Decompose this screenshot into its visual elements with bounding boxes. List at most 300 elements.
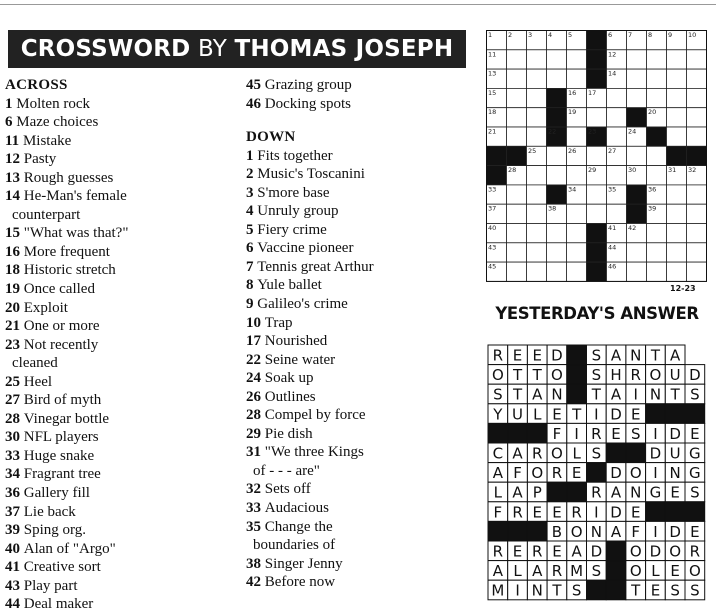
grid-cell[interactable] [547, 146, 567, 165]
answer-letter: O [570, 522, 583, 541]
grid-block [667, 146, 687, 165]
grid-cell[interactable] [507, 88, 527, 107]
clue-item [5, 465, 237, 484]
grid-cell[interactable] [627, 262, 647, 281]
clue-text: Change the [264, 518, 333, 535]
answer-letter: T [591, 385, 601, 404]
clue-number: 28 [246, 407, 265, 424]
answer-letter: E [611, 424, 621, 443]
answer-letter: E [552, 542, 562, 561]
grid-block [547, 88, 567, 107]
answer-block [665, 502, 685, 522]
clue-text: Seine water [264, 351, 336, 368]
clue-number: 46 [246, 95, 265, 112]
clue-item [246, 165, 476, 184]
answer-block [508, 423, 528, 443]
clue-item [246, 202, 476, 221]
answer-block [527, 423, 547, 443]
grid-cell[interactable] [607, 108, 627, 127]
grid-cell[interactable] [567, 127, 587, 146]
cell-number: 7 [628, 31, 633, 39]
answer-letter: A [670, 346, 681, 365]
clue-item [246, 295, 476, 314]
grid-cell[interactable] [687, 204, 707, 223]
grid-cell[interactable] [587, 108, 607, 127]
clue-item [5, 577, 237, 596]
grid-cell[interactable] [647, 243, 667, 262]
clue-number: 39 [5, 522, 24, 539]
clue-number: 21 [5, 318, 24, 335]
cell-number: 24 [628, 127, 637, 136]
clue-text: Deal maker [23, 596, 94, 610]
across-heading: ACROSS [5, 77, 68, 93]
grid-cell[interactable] [667, 108, 687, 127]
clue-item [246, 388, 476, 407]
answer-letter: T [631, 581, 641, 600]
answer-block [547, 482, 567, 502]
answer-letter: R [591, 424, 602, 443]
grid-cell[interactable] [527, 88, 547, 107]
answer-letter: S [493, 385, 503, 404]
clue-text: Docking spots [264, 95, 351, 112]
grid-cell[interactable] [667, 50, 687, 69]
grid-cell[interactable] [667, 185, 687, 204]
answer-letter: M [570, 562, 584, 581]
answer-letter: A [532, 385, 543, 404]
clue-number: 17 [246, 333, 265, 350]
answer-letter: G [689, 444, 701, 463]
clue-item [246, 369, 476, 388]
clue-text: Trap [264, 314, 293, 331]
grid-cell[interactable] [527, 166, 547, 185]
cell-number: 22 [548, 127, 557, 136]
answer-letter: T [572, 405, 582, 424]
cell-number: 41 [608, 224, 617, 232]
clue-text: Gallery fill [23, 485, 90, 502]
clue-number: 29 [246, 425, 265, 442]
answer-letter: B [551, 522, 563, 541]
clue-item [246, 76, 476, 95]
answer-letter: D [610, 405, 622, 424]
grid-cell[interactable] [667, 69, 687, 88]
answer-letter: E [532, 503, 542, 522]
grid-cell[interactable] [687, 127, 707, 146]
clue-text-continued: of - - - are" [253, 462, 320, 479]
answer-letter: O [491, 366, 504, 385]
answer-letter: R [630, 366, 641, 385]
clue-number: 6 [5, 114, 17, 131]
clue-text: Rough guesses [23, 169, 114, 186]
cell-number: 8 [648, 31, 653, 39]
grid-cell[interactable] [647, 88, 667, 107]
clue-number: 1 [5, 95, 17, 112]
answer-letter: I [515, 581, 520, 600]
answer-block [587, 580, 607, 600]
clue-item [5, 373, 237, 392]
grid-block [507, 146, 527, 165]
grid-cell[interactable] [667, 204, 687, 223]
clue-item [246, 480, 476, 499]
answer-letter: E [631, 405, 641, 424]
grid-cell[interactable] [527, 50, 547, 69]
grid-cell[interactable] [567, 204, 587, 223]
clue-number: 1 [246, 147, 258, 164]
answer-letter: F [493, 503, 503, 522]
clue-text: Huge snake [23, 447, 95, 464]
cell-number: 34 [568, 185, 577, 194]
grid-cell[interactable] [687, 88, 707, 107]
grid-cell[interactable] [527, 224, 547, 243]
grid-cell[interactable] [547, 224, 567, 243]
cell-number: 36 [648, 185, 657, 194]
cell-number: 21 [488, 127, 497, 136]
grid-cell[interactable] [547, 262, 567, 281]
answer-block [626, 443, 646, 463]
answer-letter: U [669, 444, 681, 463]
answer-letter: D [689, 366, 701, 385]
grid-cell[interactable] [647, 50, 667, 69]
grid-cell[interactable] [647, 146, 667, 165]
answer-letter: D [551, 346, 563, 365]
grid-cell[interactable] [567, 243, 587, 262]
answer-letter: I [594, 405, 599, 424]
clue-number: 18 [5, 262, 24, 279]
cell-number: 1 [488, 31, 493, 39]
clue-number: 36 [5, 485, 24, 502]
answer-letter: U [512, 405, 524, 424]
grid-cell[interactable] [507, 224, 527, 243]
top-rule [0, 4, 716, 5]
cell-number: 33 [488, 185, 497, 194]
grid-cell[interactable] [527, 243, 547, 262]
answer-letter: E [571, 464, 582, 483]
answer-letter: E [690, 522, 700, 541]
clue-item [246, 573, 476, 592]
grid-cell[interactable] [587, 146, 607, 165]
answer-block [606, 541, 626, 561]
clue-text: Compel by force [264, 407, 366, 424]
grid-cell[interactable] [667, 224, 687, 243]
grid-cell[interactable] [667, 127, 687, 146]
cell-number: 45 [488, 262, 497, 271]
answer-letter: S [591, 444, 602, 463]
answer-letter: I [633, 385, 638, 404]
cell-number: 16 [568, 88, 577, 97]
cell-number: 27 [608, 146, 617, 155]
answer-letter: S [690, 581, 700, 600]
answer-letter: T [512, 366, 523, 385]
clue-item [5, 521, 237, 540]
grid-cell[interactable] [687, 243, 707, 262]
clue-number: 44 [5, 596, 24, 610]
answer-letter: S [571, 581, 582, 600]
grid-cell[interactable] [647, 69, 667, 88]
clue-number: 2 [246, 166, 258, 183]
answer-letter: A [610, 385, 622, 404]
grid-cell[interactable] [687, 50, 707, 69]
grid-cell[interactable] [527, 108, 547, 127]
answer-letter: L [513, 562, 522, 581]
crossword-grid[interactable] [486, 30, 708, 283]
grid-cell[interactable] [507, 50, 527, 69]
clue-number: 26 [246, 388, 265, 405]
answer-letter: N [551, 385, 563, 404]
grid-block [687, 146, 707, 165]
grid-cell[interactable] [567, 50, 587, 69]
clue-item [5, 169, 237, 188]
clue-text: Play part [23, 577, 78, 594]
grid-cell[interactable] [667, 88, 687, 107]
answer-letter: E [512, 542, 523, 561]
clue-column-left [5, 76, 237, 610]
cell-number: 43 [488, 243, 497, 252]
clue-item [5, 447, 237, 466]
answer-letter: D [669, 522, 681, 541]
down-heading: DOWN [246, 129, 296, 146]
answer-letter: R [551, 562, 563, 581]
clue-item [246, 499, 476, 518]
clue-text: NFL players [23, 429, 99, 446]
answer-letter: I [653, 522, 658, 541]
clue-number: 35 [246, 518, 265, 535]
clue-text: S'more base [257, 184, 330, 201]
answer-block [508, 521, 528, 541]
clue-number: 10 [246, 314, 265, 331]
answer-letter: N [531, 581, 543, 600]
clue-item [5, 224, 237, 243]
banner-title-crossword: CROSSWORD [20, 36, 191, 62]
clue-text: Exploit [23, 299, 68, 316]
cell-number: 37 [488, 204, 497, 213]
answer-letter: S [591, 366, 602, 385]
clue-item [5, 558, 237, 577]
grid-cell[interactable] [607, 166, 627, 185]
clue-item [5, 261, 237, 280]
grid-cell[interactable] [547, 50, 567, 69]
answer-letter: T [552, 581, 562, 600]
clue-item [5, 95, 237, 114]
grid-cell[interactable] [547, 166, 567, 185]
answer-letter: E [512, 346, 523, 365]
answer-block [606, 443, 626, 463]
answer-letter: E [650, 581, 661, 600]
cell-number: 23 [588, 127, 597, 136]
clue-number: 31 [246, 444, 265, 461]
clue-number: 42 [246, 574, 265, 591]
grid-cell[interactable] [527, 127, 547, 146]
grid-cell[interactable] [507, 127, 527, 146]
grid-cell[interactable] [507, 185, 527, 204]
clue-text: Molten rock [16, 95, 90, 112]
grid-cell[interactable] [627, 88, 647, 107]
answer-letter: A [610, 483, 622, 502]
grid-cell[interactable] [527, 185, 547, 204]
cell-number: 29 [588, 166, 597, 175]
answer-letter: S [630, 424, 641, 443]
answer-letter: O [629, 562, 642, 581]
answer-letter: A [610, 522, 622, 541]
cell-number: 35 [608, 185, 617, 194]
clue-text-continued: counterpart [12, 206, 81, 223]
answer-letter: E [552, 405, 562, 424]
clue-item [5, 280, 237, 299]
grid-cell[interactable] [667, 262, 687, 281]
clue-text: Historic stretch [23, 262, 116, 279]
cell-number: 31 [668, 166, 677, 175]
grid-block [647, 127, 667, 146]
answer-letter: A [512, 444, 523, 463]
grid-cell[interactable] [507, 262, 527, 281]
answer-letter: E [532, 346, 542, 365]
clue-item [5, 410, 237, 429]
answer-letter: D [610, 503, 622, 522]
clue-item [246, 276, 476, 295]
clue-text: He-Man's female [23, 188, 127, 205]
clue-text: Sets off [264, 481, 311, 498]
grid-cell[interactable] [687, 108, 707, 127]
grid-cell[interactable] [687, 69, 707, 88]
clue-item [5, 595, 237, 610]
answer-letter: T [532, 366, 542, 385]
grid-block [627, 185, 647, 204]
clue-number: 22 [246, 351, 265, 368]
clue-number: 37 [5, 503, 24, 520]
answer-letter: O [669, 542, 682, 561]
grid-cell[interactable] [667, 243, 687, 262]
grid-cell[interactable] [547, 69, 567, 88]
crossword-banner [8, 30, 466, 68]
cell-number: 20 [648, 108, 657, 117]
grid-cell[interactable] [607, 127, 627, 146]
answer-letter: R [492, 346, 504, 365]
answer-letter: N [669, 464, 681, 483]
answer-letter: R [532, 542, 543, 561]
answer-letter: L [493, 483, 503, 502]
answer-letter: O [531, 464, 544, 483]
clue-item [5, 317, 237, 336]
answer-letter: A [512, 483, 523, 502]
grid-cell[interactable] [527, 204, 547, 223]
grid-cell[interactable] [627, 50, 647, 69]
clue-number: 27 [5, 392, 24, 409]
answer-letter: G [649, 483, 662, 502]
clue-text: Music's Toscanini [257, 166, 365, 183]
clue-number: 12 [5, 151, 24, 168]
clue-number: 32 [246, 481, 265, 498]
clue-number: 38 [246, 555, 265, 572]
cell-number: 4 [548, 31, 553, 39]
clue-text: Alan of "Argo" [23, 540, 116, 557]
grid-block [487, 166, 507, 185]
clue-item [246, 443, 476, 462]
clue-text: Lie back [23, 503, 76, 520]
grid-cell[interactable] [587, 185, 607, 204]
clue-item [5, 540, 237, 559]
answer-block [606, 580, 626, 600]
grid-cell[interactable] [567, 69, 587, 88]
grid-cell[interactable] [527, 262, 547, 281]
grid-cell[interactable] [507, 108, 527, 127]
grid-cell[interactable] [647, 166, 667, 185]
grid-cell[interactable] [547, 243, 567, 262]
cell-number: 14 [608, 69, 617, 78]
cell-number: 2 [508, 31, 513, 39]
answer-letter: N [630, 483, 642, 502]
answer-block [567, 384, 587, 404]
clue-item [5, 503, 237, 522]
puzzle-date: 12-23 [670, 284, 696, 293]
answer-letter: L [572, 444, 581, 463]
clue-text: Soak up [264, 370, 314, 387]
grid-cell[interactable] [627, 69, 647, 88]
clue-number: 11 [5, 132, 23, 149]
grid-cell[interactable] [507, 243, 527, 262]
cell-number: 17 [588, 88, 597, 97]
clue-item [246, 332, 476, 351]
answer-letter: I [574, 424, 579, 443]
clue-number: 9 [246, 296, 258, 313]
grid-block [547, 185, 567, 204]
clue-number: 8 [246, 277, 258, 294]
grid-cell[interactable] [607, 204, 627, 223]
grid-cell[interactable] [647, 262, 667, 281]
clue-item [5, 243, 237, 262]
answer-letter: R [492, 542, 504, 561]
clue-text: More frequent [23, 243, 110, 260]
grid-cell[interactable] [687, 185, 707, 204]
cell-number: 26 [568, 146, 577, 155]
grid-cell[interactable] [587, 204, 607, 223]
cell-number: 32 [688, 166, 697, 175]
grid-block [587, 31, 607, 50]
clue-text: Sping org. [23, 522, 86, 539]
grid-cell[interactable] [507, 204, 527, 223]
clue-item [246, 258, 476, 277]
grid-cell[interactable] [647, 224, 667, 243]
grid-cell[interactable] [627, 243, 647, 262]
cell-number: 28 [508, 166, 517, 175]
clue-number: 28 [5, 410, 24, 427]
grid-cell[interactable] [527, 69, 547, 88]
yesterdays-answer-grid [487, 344, 707, 610]
grid-cell[interactable] [687, 262, 707, 281]
clue-item [246, 518, 476, 537]
answer-letter: O [551, 366, 563, 385]
answer-letter: E [631, 503, 641, 522]
grid-cell[interactable] [567, 224, 587, 243]
answer-letter: L [533, 405, 542, 424]
clue-item [246, 555, 476, 574]
answer-letter: E [670, 562, 680, 581]
grid-cell[interactable] [627, 146, 647, 165]
grid-cell[interactable] [507, 69, 527, 88]
answer-block [606, 561, 626, 581]
clue-item [246, 351, 476, 370]
clue-text: Audacious [264, 500, 329, 517]
grid-cell[interactable] [567, 262, 587, 281]
clue-number: 4 [246, 203, 258, 220]
clue-item [5, 428, 237, 447]
clue-text: Pasty [23, 151, 57, 168]
clue-number: 23 [5, 336, 24, 353]
answer-block [488, 423, 508, 443]
grid-cell[interactable] [607, 88, 627, 107]
answer-block [587, 463, 607, 483]
answer-letter: D [649, 542, 662, 561]
grid-cell[interactable] [687, 224, 707, 243]
answer-block [685, 502, 705, 522]
grid-cell[interactable] [567, 166, 587, 185]
